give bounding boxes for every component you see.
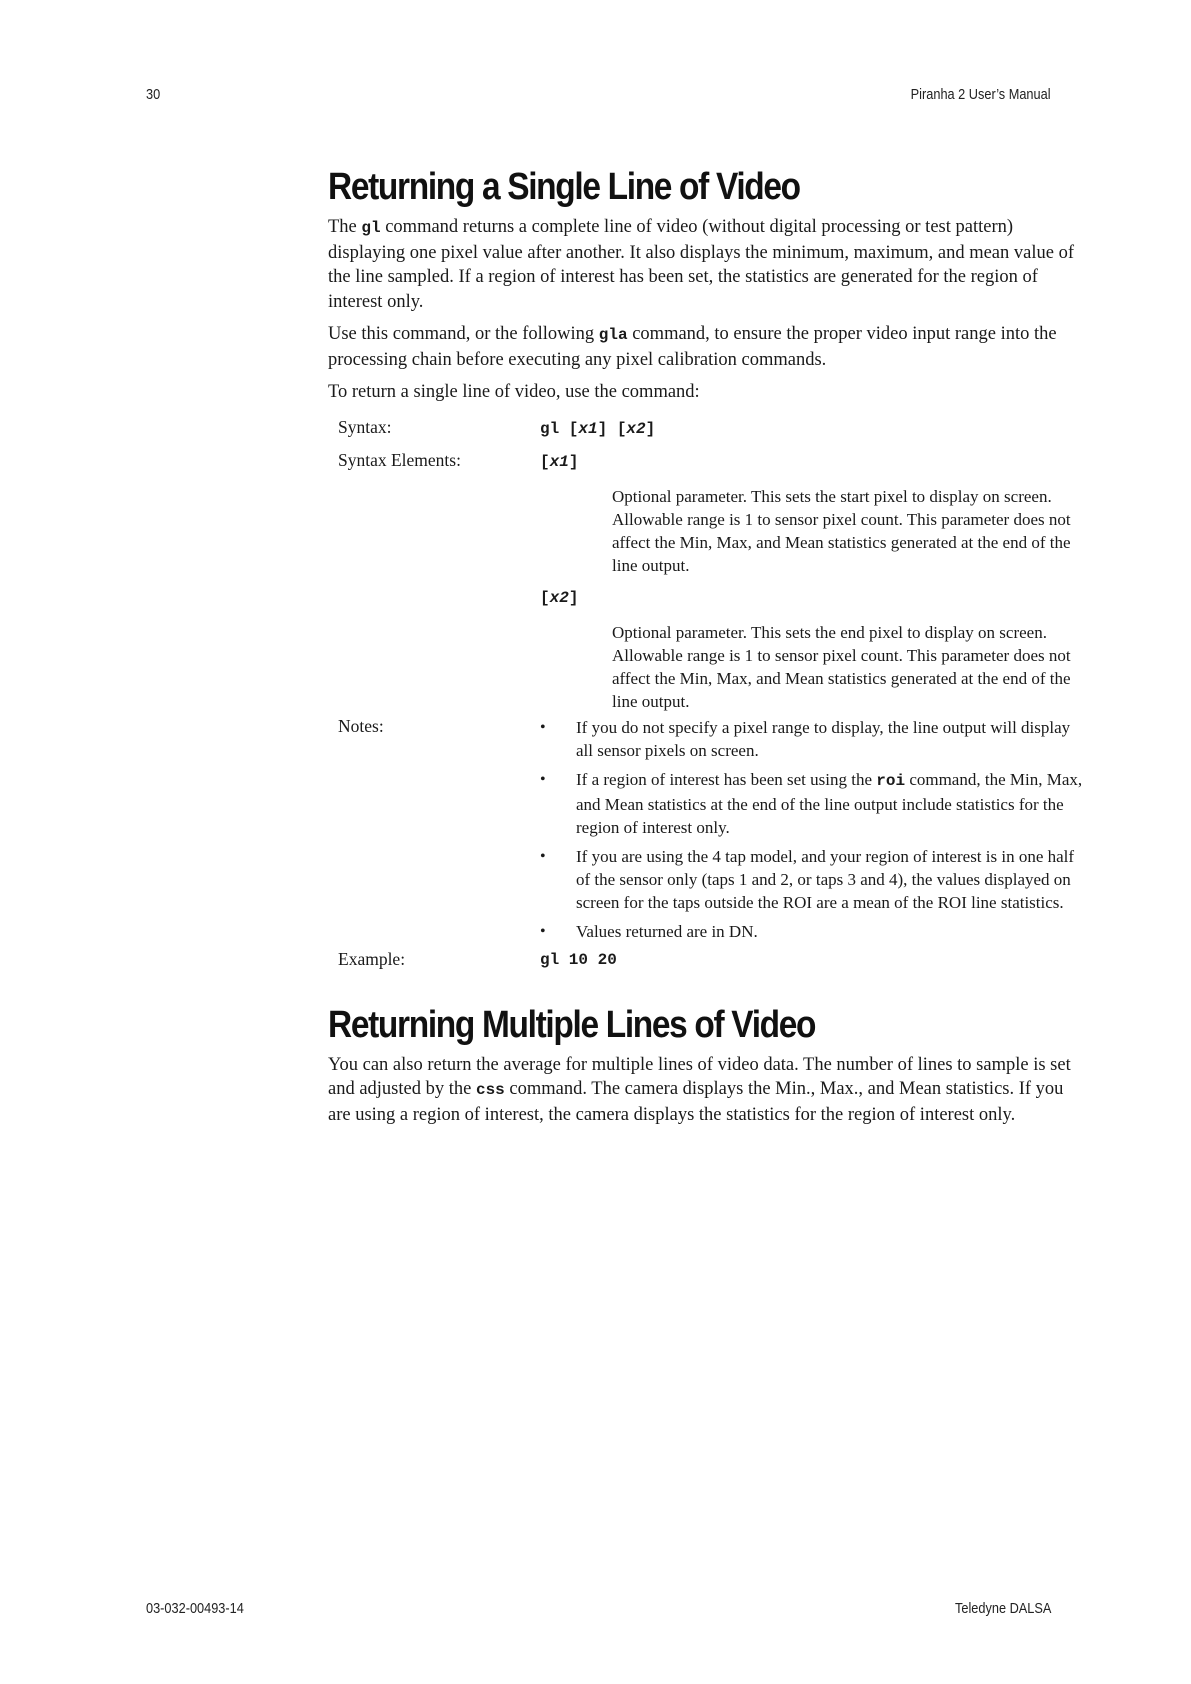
inline-code-css: css [475,1081,505,1099]
company-name: Teledyne DALSA [954,1600,1051,1617]
param-x2-name: [x2] [540,588,579,607]
inline-code-gla: gla [598,326,628,344]
instruction-paragraph: To return a single line of video, use the command: [328,382,700,402]
syntax-row [328,417,1088,438]
notes-label: Notes: [338,715,384,736]
example-value: gl 10 20 [540,950,617,969]
section-title-multiple-lines: Returning Multiple Lines of Video [328,1003,816,1046]
inline-code-gl: gl [361,219,381,237]
syntax-elements-row [328,450,1088,713]
usage-paragraph: Use this command, or the following gla command, to ensure the proper video input range into the processing chain before executing any pixel calibration commands. [328,324,1057,370]
multiple-lines-paragraph: You can also return the average for multiple lines of video data. The number of lines to sample is set and adjusted by the css command. The camera displays the Min., Max., and Mean statistics. If you are using a region of interest, the camera displays the statistics for the region of interest only. [328,1054,1071,1125]
note-item: • If you are using the 4 tap model, and your region of interest is in one half of the sensor only (taps 1 and 2, or taps 3 and 4), the values displayed on screen for the taps outside the ROI are a mean of the ROI line statistics. [540,845,1088,914]
note-item: • If you do not specify a pixel range to display, the line output will display all sensor pixels on screen. [540,716,1088,762]
manual-title: Piranha 2 User’s Manual [911,86,1051,103]
page-number: 30 [146,86,161,103]
section-title-single-line: Returning a Single Line of Video [328,166,800,208]
param-x1-name: [x1] [540,452,579,471]
syntax-elements-label: Syntax Elements: [338,449,461,470]
syntax-value: gl [x1] [x2] [540,419,656,438]
inline-code-roi: roi [876,771,906,790]
param-x1-description: Optional parameter. This sets the start pixel to display on screen. Allowable range is 1 to sensor pixel count. This parameter does not affect the Min, Max, and Mean statistics generated at the end of the line output. [612,486,1071,575]
note-item: • Values returned are in DN. [540,920,1088,943]
param-x2-description: Optional parameter. This sets the end pixel to display on screen. Allowable range is 1 to sensor pixel count. This parameter does not affect the Min, Max, and Mean statistics generated at the end of the line output. [612,622,1071,711]
example-label: Example: [338,948,406,969]
intro-paragraph: The gl command returns a complete line of video (without digital processing or test pattern) displaying one pixel value after another. It also displays the minimum, maximum, and mean value of the line sampled. If a region of interest has been set, the statistics are generated for the region of interest only. [328,217,1074,312]
document-number: 03-032-00493-14 [146,1600,244,1617]
page-content [328,166,1088,1135]
syntax-label: Syntax: [338,416,392,437]
command-table [328,417,1088,970]
example-row [328,949,1088,970]
notes [540,716,1088,949]
syntax-elements [540,450,1088,713]
note-item: • If a region of interest has been set using the roi command, the Min, Max, and Mean statistics at the end of the line output include statistics for the region of interest only. [540,768,1088,839]
notes-row [328,716,1088,949]
